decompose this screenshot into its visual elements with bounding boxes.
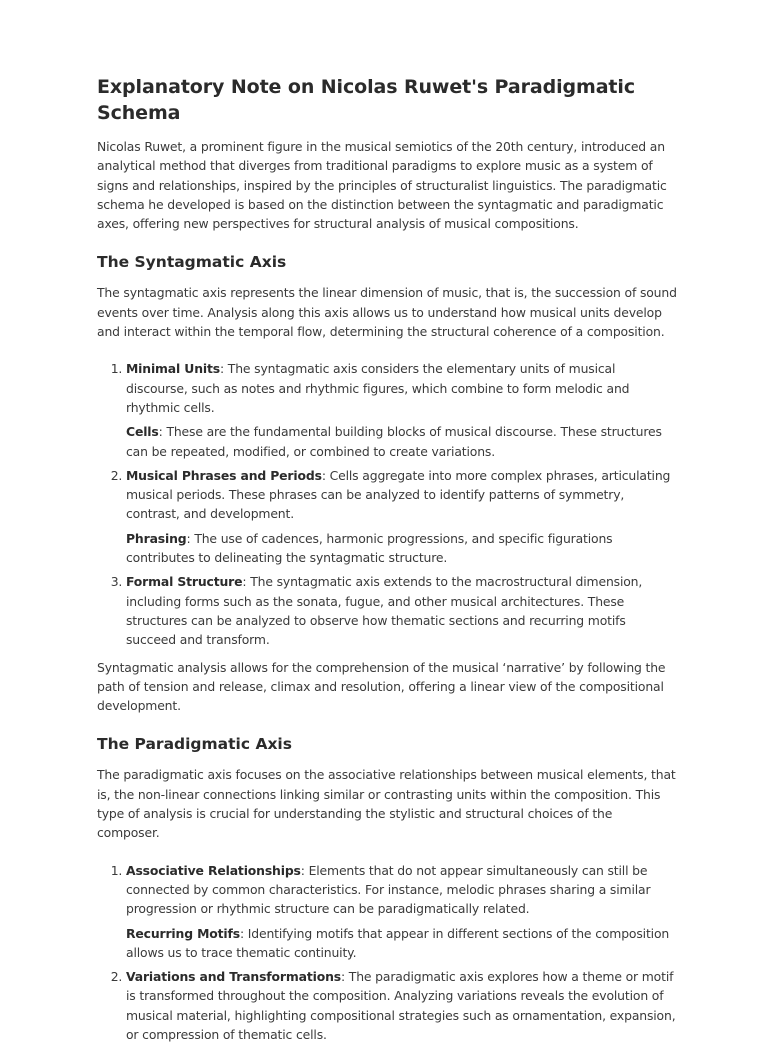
item-text: : The syntagmatic axis extends to the macrostructural dimension, including forms such as the sonata, fugue, and other musical architectures. These structures can be analyzed to observe how thematic sections and recurring motifs succeed and transform. <box>126 574 643 648</box>
syntagmatic-intro: The syntagmatic axis represents the linear dimension of music, that is, the succession of sound events over time. Analysis along this axis allows us to understand how musical units develop and interact within the temporal flow, determining the structural coherence of a composition. <box>97 285 677 340</box>
item-text: : Cells aggregate into more complex phrases, articulating musical periods. These phrases can be analyzed to identify patterns of symmetry, contrast, and development. <box>126 467 671 522</box>
syntagmatic-outro: Syntagmatic analysis allows for the comprehension of the musical ‘narrative’ by following the path of tension and release, climax and resolution, offering a linear view of the compositional development. <box>97 659 666 714</box>
sub-text: : The use of cadences, harmonic progressions, and specific figurations contributes to delineating the syntagmatic structure. <box>126 530 613 566</box>
item-term: Variations and Transformations <box>126 969 341 985</box>
paradigmatic-intro: The paradigmatic axis focuses on the associative relationships between musical elements, that is, the non-linear connections linking similar or contrasting units within the composition. This type of analysis is crucial for understanding the stylistic and structural choices of the composer. <box>97 767 676 841</box>
paradigmatic-heading: The Paradigmatic Axis <box>97 735 292 754</box>
page-title: Explanatory Note on Nicolas Ruwet's Paradigmatic Schema <box>97 76 635 124</box>
item-text: : Elements that do not appear simultaneously can still be connected by common characteristics. For instance, melodic phrases sharing a similar progression or rhythmic structure can be paradigmatically related. <box>126 862 651 917</box>
list-item <box>126 359 678 460</box>
syntagmatic-heading: The Syntagmatic Axis <box>97 253 287 272</box>
sub-term: Recurring Motifs <box>126 925 240 941</box>
item-term: Minimal Units <box>126 361 220 377</box>
list-item <box>126 572 678 649</box>
sub-text: : These are the fundamental building blocks of musical discourse. These structures can be repeated, modified, or combined to create variations. <box>126 424 662 459</box>
list-item <box>126 861 678 962</box>
sub-term: Phrasing <box>126 530 187 546</box>
item-text: : The syntagmatic axis considers the elementary units of musical discourse, such as notes and rhythmic figures, which combine to form melodic and rhythmic cells. <box>126 361 630 415</box>
intro-paragraph: Nicolas Ruwet, a prominent figure in the musical semiotics of the 20th century, introduced an analytical method that diverges from traditional paradigms to explore music as a system of signs and relationships, inspired by the principles of structuralist linguistics. The paradigmatic schema he developed is based on the distinction between the syntagmatic and paradigmatic axes, offering new perspectives for structural analysis of musical compositions. <box>97 139 667 232</box>
item-term: Associative Relationships <box>126 862 301 878</box>
item-text: : The paradigmatic axis explores how a theme or motif is transformed throughout the composition. Analyzing variations reveals the evolution of musical material, highlighting compositional strategies such as ornamentation, expansion, or compression of thematic cells. <box>126 969 676 1042</box>
item-term: Musical Phrases and Periods <box>126 467 322 483</box>
list-item <box>126 967 678 1044</box>
list-item <box>126 466 678 567</box>
item-term: Formal Structure <box>126 574 243 590</box>
sub-term: Cells <box>126 424 159 440</box>
syntagmatic-list <box>97 359 678 649</box>
paradigmatic-list <box>97 861 678 1044</box>
sub-text: : Identifying motifs that appear in different sections of the composition allows us to trace thematic continuity. <box>126 925 670 960</box>
